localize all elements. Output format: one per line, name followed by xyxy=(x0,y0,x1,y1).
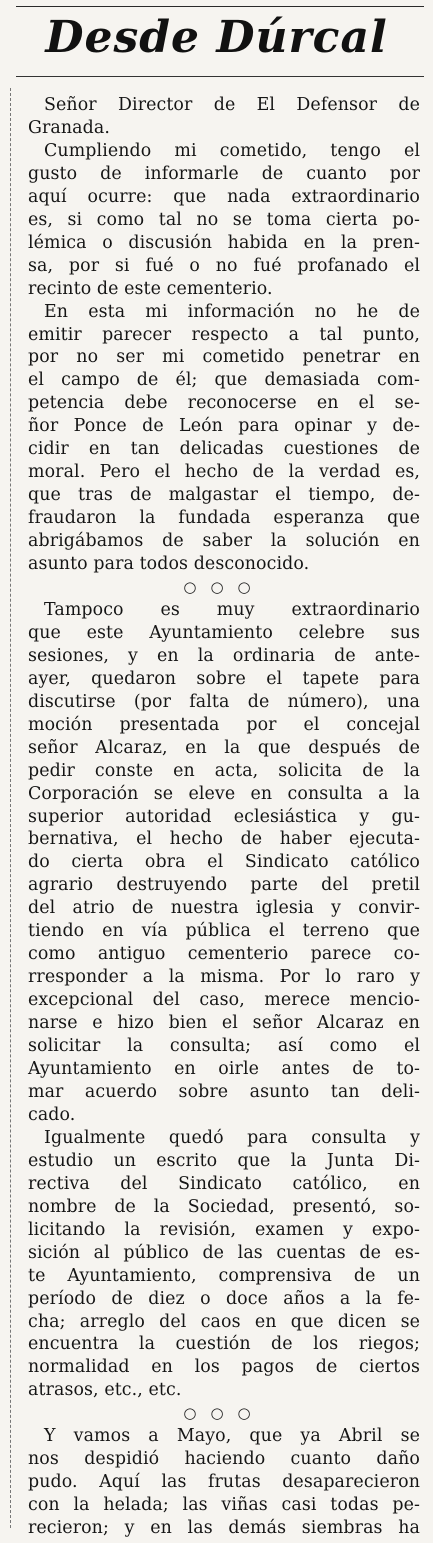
text-line: por no ser mi cometido penetrar en xyxy=(28,347,420,368)
text-line: narse e hizo bien el señor Alcaraz en xyxy=(28,1013,420,1034)
text-line: cha; arreglo del caos en que dicen se xyxy=(28,1311,420,1332)
section-separator: ○○○ xyxy=(183,578,265,597)
section-separator: ○○○ xyxy=(183,1404,265,1423)
text-line: el campo de él; que demasiada com- xyxy=(28,370,420,391)
text-line: nombre de la Sociedad, presentó, so- xyxy=(28,1196,420,1217)
text-line: excepcional del caso, merece mencio- xyxy=(28,990,420,1011)
text-line: estudio un escrito que la Junta Di- xyxy=(28,1150,420,1171)
column-rule xyxy=(10,88,12,1528)
text-line: sición al público de las cuentas de es- xyxy=(28,1242,420,1263)
text-line: tiendo en vía pública el terreno que xyxy=(28,921,420,942)
text-line: período de diez o doce años a la fe- xyxy=(28,1288,420,1309)
text-line: del atrio de nuestra iglesia y convir- xyxy=(28,898,420,919)
text-line: superior autoridad eclesiástica y gu- xyxy=(28,806,420,827)
text-line: lémica o discusión habida en la pren- xyxy=(28,232,420,253)
top-rule xyxy=(16,6,424,7)
text-line: es, si como tal no se toma cierta po- xyxy=(28,209,420,230)
text-line: encuentra la cuestión de los riegos; xyxy=(28,1334,420,1355)
text-line: asunto para todos desconocido. xyxy=(28,554,310,575)
article-headline: Desde Dúrcal xyxy=(45,12,388,63)
text-line: con la helada; las viñas casi todas pe- xyxy=(28,1495,420,1516)
text-line: pudo. Aquí las frutas desaparecieron xyxy=(28,1472,420,1493)
text-line: te Ayuntamiento, comprensiva de un xyxy=(28,1265,420,1286)
text-line: pedir conste en acta, solicita de la xyxy=(28,760,420,781)
text-line: Tampoco es muy extraordinario xyxy=(44,599,420,620)
text-line: Y vamos a Mayo, que ya Abril se xyxy=(44,1426,420,1447)
text-line: abrigábamos de saber la solución en xyxy=(28,531,420,552)
text-line: sa, por si fué o no fué profanado el xyxy=(28,255,420,276)
text-line: atrasos, etc., etc. xyxy=(28,1380,182,1401)
text-line: moral. Pero el hecho de la verdad es, xyxy=(28,462,420,483)
text-line: discutirse (por falta de número), una xyxy=(28,691,420,712)
text-line: como antiguo cementerio parece co- xyxy=(28,944,420,965)
text-line: nos despidió haciendo cuanto daño xyxy=(28,1449,420,1470)
text-line: fraudaron la fundada esperanza que xyxy=(28,508,420,529)
text-line: petencia debe reconocerse en el se- xyxy=(28,393,420,414)
text-line: normalidad en los pagos de ciertos xyxy=(28,1357,420,1378)
text-line: rresponder a la misma. Por lo raro y xyxy=(28,967,420,988)
text-line: agrario destruyendo parte del pretil xyxy=(28,875,420,896)
text-line: que este Ayuntamiento celebre sus xyxy=(28,622,420,643)
text-line: rectiva del Sindicato católico, en xyxy=(28,1173,420,1194)
text-line: señor Alcaraz, en la que después de xyxy=(28,737,420,758)
text-line: Corporación se eleve en consulta a la xyxy=(28,783,420,804)
text-line: Granada. xyxy=(28,117,110,138)
text-line: licitando la revisión, examen y expo- xyxy=(28,1219,420,1240)
text-line: Cumpliendo mi cometido, tengo el xyxy=(44,140,420,161)
text-line: Ayuntamiento en oirle antes de to- xyxy=(28,1059,420,1080)
text-line: que tras de malgastar el tiempo, de- xyxy=(28,485,420,506)
text-line: sesiones, y en la ordinaria de ante- xyxy=(28,645,420,666)
text-line: do cierta obra el Sindicato católico xyxy=(28,852,420,873)
headline-rule xyxy=(16,76,424,77)
text-line: aquí ocurre: que nada extraordinario xyxy=(28,186,420,207)
text-line: gusto de informarle de cuanto por xyxy=(28,163,420,184)
text-line: ñor Ponce de León para opinar y de- xyxy=(28,416,420,437)
article-body xyxy=(28,94,420,1540)
text-line: solicitar la consulta; así como el xyxy=(28,1036,420,1057)
text-line: cado. xyxy=(28,1104,76,1125)
text-line: En esta mi información no he de xyxy=(44,301,420,322)
text-line: bernativa, el hecho de haber ejecuta- xyxy=(28,829,420,850)
text-line: cidir en tan delicadas cuestiones de xyxy=(28,439,420,460)
text-line: recinto de este cementerio. xyxy=(28,278,273,299)
text-line: moción presentada por el concejal xyxy=(28,714,420,735)
text-line: recieron; y en las demás siembras ha xyxy=(28,1518,420,1539)
text-line: mar acuerdo sobre asunto tan deli- xyxy=(28,1081,420,1102)
text-line: Igualmente quedó para consulta y xyxy=(44,1127,420,1148)
text-line: Señor Director de El Defensor de xyxy=(44,95,420,115)
text-line: emitir parecer respecto a tal punto, xyxy=(28,324,420,345)
text-line: ayer, quedaron sobre el tapete para xyxy=(28,668,420,689)
